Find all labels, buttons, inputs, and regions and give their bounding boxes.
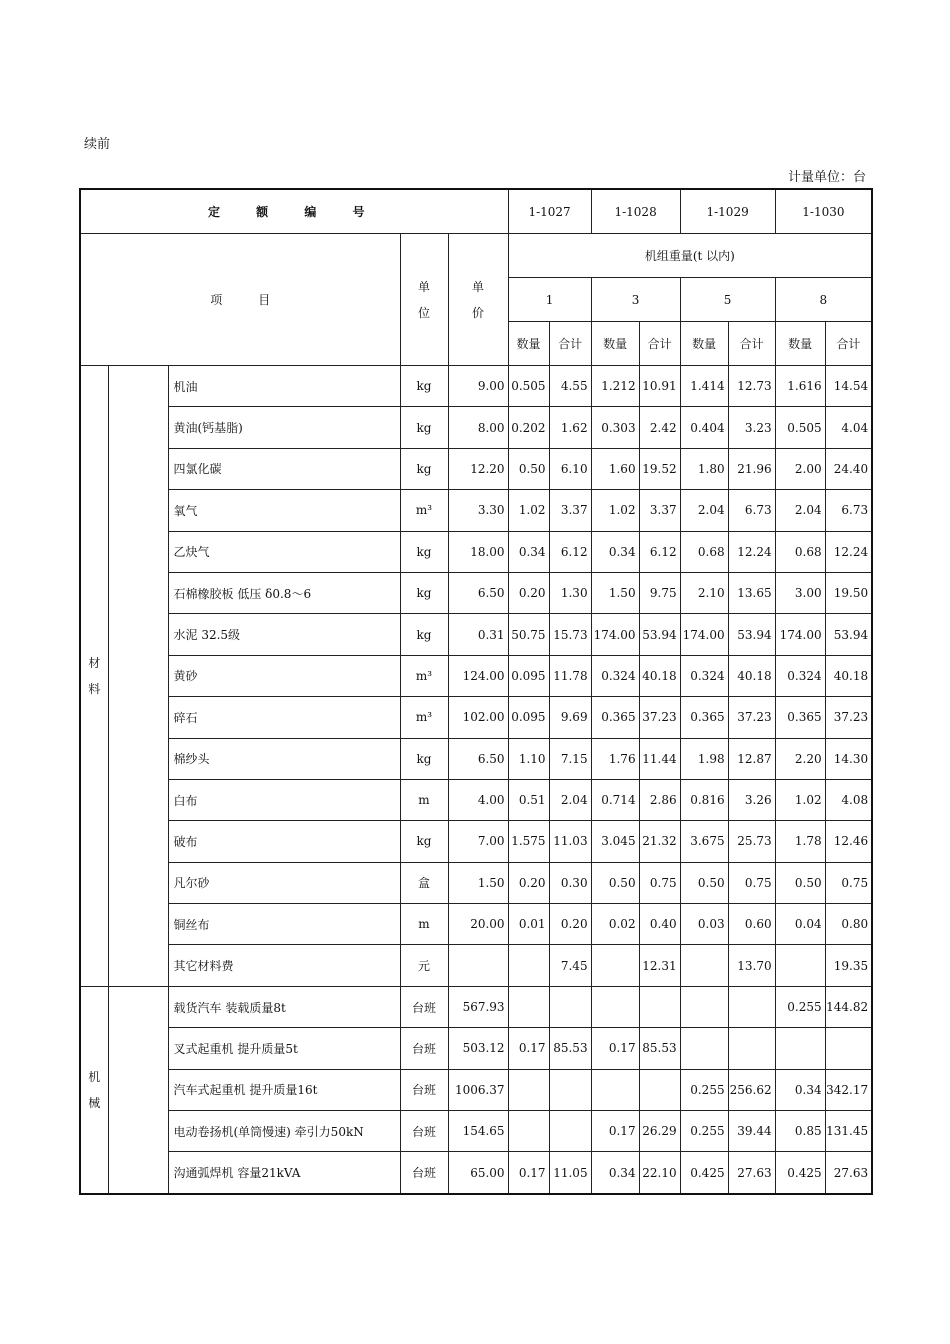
total-cell: 9.75 xyxy=(639,572,680,613)
total-cell: 6.12 xyxy=(639,531,680,572)
quantity-cell: 0.365 xyxy=(680,697,728,738)
price-header: 单 价 xyxy=(448,234,508,366)
item-unit: m xyxy=(400,779,448,820)
quantity-cell: 0.17 xyxy=(508,1028,549,1069)
item-unit: kg xyxy=(400,531,448,572)
quantity-cell: 0.03 xyxy=(680,904,728,945)
total-cell: 6.73 xyxy=(728,490,775,531)
item-name: 铜丝布 xyxy=(168,904,400,945)
item-name: 石棉橡胶板 低压 δ0.8～6 xyxy=(168,572,400,613)
total-cell: 10.91 xyxy=(639,366,680,407)
quantity-cell: 1.60 xyxy=(591,448,639,489)
quantity-cell: 0.20 xyxy=(508,572,549,613)
total-cell: 6.12 xyxy=(549,531,591,572)
item-unit: 元 xyxy=(400,945,448,986)
quantity-cell: 0.324 xyxy=(680,655,728,696)
item-unit: 盒 xyxy=(400,862,448,903)
total-cell: 0.40 xyxy=(639,904,680,945)
quantity-cell: 0.505 xyxy=(508,366,549,407)
item-unit: 台班 xyxy=(400,986,448,1027)
quantity-cell: 1.78 xyxy=(775,821,825,862)
item-price: 20.00 xyxy=(448,904,508,945)
quantity-cell: 0.095 xyxy=(508,697,549,738)
total-cell: 12.31 xyxy=(639,945,680,986)
item-name: 黄砂 xyxy=(168,655,400,696)
quantity-cell xyxy=(680,986,728,1027)
qty-header: 数量 xyxy=(775,322,825,366)
table-row xyxy=(80,490,872,531)
section-machinery: 机 械 xyxy=(80,986,108,1193)
table-row xyxy=(80,1152,872,1194)
total-cell: 12.24 xyxy=(825,531,872,572)
quantity-cell xyxy=(591,945,639,986)
section-spacer xyxy=(108,986,168,1193)
quantity-cell: 0.51 xyxy=(508,779,549,820)
item-price: 1006.37 xyxy=(448,1069,508,1110)
quantity-cell: 0.816 xyxy=(680,779,728,820)
quantity-cell: 0.20 xyxy=(508,862,549,903)
item-price: 9.00 xyxy=(448,366,508,407)
item-unit: kg xyxy=(400,407,448,448)
total-cell: 40.18 xyxy=(728,655,775,696)
total-cell: 0.80 xyxy=(825,904,872,945)
item-price: 1.50 xyxy=(448,862,508,903)
total-cell: 21.32 xyxy=(639,821,680,862)
total-header: 合计 xyxy=(639,322,680,366)
qty-header: 数量 xyxy=(680,322,728,366)
item-unit: kg xyxy=(400,821,448,862)
total-cell: 2.42 xyxy=(639,407,680,448)
total-cell xyxy=(549,1111,591,1152)
item-name: 乙炔气 xyxy=(168,531,400,572)
quantity-cell: 0.324 xyxy=(775,655,825,696)
total-cell: 144.82 xyxy=(825,986,872,1027)
item-price: 3.30 xyxy=(448,490,508,531)
item-name: 黄油(钙基脂) xyxy=(168,407,400,448)
quantity-cell xyxy=(680,1028,728,1069)
quantity-cell: 0.404 xyxy=(680,407,728,448)
unit-header: 单 位 xyxy=(400,234,448,366)
quantity-cell: 0.02 xyxy=(591,904,639,945)
quantity-cell xyxy=(680,945,728,986)
quantity-cell: 0.34 xyxy=(591,1152,639,1194)
total-cell: 0.75 xyxy=(639,862,680,903)
table-row xyxy=(80,821,872,862)
quantity-cell: 2.04 xyxy=(680,490,728,531)
section-materials: 材 料 xyxy=(80,366,108,987)
quantity-cell: 1.50 xyxy=(591,572,639,613)
total-cell: 342.17 xyxy=(825,1069,872,1110)
quantity-cell: 0.50 xyxy=(591,862,639,903)
quantity-cell xyxy=(775,1028,825,1069)
code-1027: 1-1027 xyxy=(508,189,591,234)
total-cell: 9.69 xyxy=(549,697,591,738)
quantity-cell: 50.75 xyxy=(508,614,549,655)
item-name: 机油 xyxy=(168,366,400,407)
quantity-cell: 0.365 xyxy=(591,697,639,738)
item-name: 凡尔砂 xyxy=(168,862,400,903)
table-row xyxy=(80,738,872,779)
total-cell: 27.63 xyxy=(728,1152,775,1194)
quantity-cell: 1.80 xyxy=(680,448,728,489)
quantity-cell: 174.00 xyxy=(775,614,825,655)
item-name: 水泥 32.5级 xyxy=(168,614,400,655)
quota-table xyxy=(79,188,873,1195)
quantity-cell: 0.095 xyxy=(508,655,549,696)
total-cell: 22.10 xyxy=(639,1152,680,1194)
total-cell: 11.78 xyxy=(549,655,591,696)
weight-3: 3 xyxy=(591,278,680,322)
quantity-cell: 3.00 xyxy=(775,572,825,613)
item-unit: m xyxy=(400,904,448,945)
total-cell: 0.60 xyxy=(728,904,775,945)
total-cell: 85.53 xyxy=(639,1028,680,1069)
item-unit: m³ xyxy=(400,655,448,696)
quantity-cell: 0.85 xyxy=(775,1111,825,1152)
code-1029: 1-1029 xyxy=(680,189,775,234)
quantity-cell: 0.17 xyxy=(508,1152,549,1194)
table-row xyxy=(80,655,872,696)
quantity-cell: 1.10 xyxy=(508,738,549,779)
total-cell: 7.15 xyxy=(549,738,591,779)
item-name: 棉纱头 xyxy=(168,738,400,779)
item-name: 叉式起重机 提升质量5t xyxy=(168,1028,400,1069)
quantity-cell: 0.324 xyxy=(591,655,639,696)
quantity-cell: 0.202 xyxy=(508,407,549,448)
total-cell: 19.52 xyxy=(639,448,680,489)
item-header: 项 目 xyxy=(80,234,400,366)
quantity-cell: 0.303 xyxy=(591,407,639,448)
table-row xyxy=(80,904,872,945)
item-price: 6.50 xyxy=(448,738,508,779)
item-unit: 台班 xyxy=(400,1152,448,1194)
total-cell: 3.37 xyxy=(549,490,591,531)
quantity-cell: 1.414 xyxy=(680,366,728,407)
total-cell: 85.53 xyxy=(549,1028,591,1069)
quantity-cell: 3.045 xyxy=(591,821,639,862)
total-cell: 53.94 xyxy=(639,614,680,655)
quantity-cell: 0.68 xyxy=(680,531,728,572)
total-cell: 3.26 xyxy=(728,779,775,820)
table-row xyxy=(80,572,872,613)
quantity-cell: 0.425 xyxy=(680,1152,728,1194)
weight-1: 1 xyxy=(508,278,591,322)
table-row xyxy=(80,779,872,820)
quantity-cell: 174.00 xyxy=(680,614,728,655)
total-cell: 0.75 xyxy=(825,862,872,903)
continued-label: 续前 xyxy=(84,137,111,152)
total-cell: 2.04 xyxy=(549,779,591,820)
total-cell: 11.44 xyxy=(639,738,680,779)
item-name: 氧气 xyxy=(168,490,400,531)
item-price: 18.00 xyxy=(448,531,508,572)
quantity-cell: 2.00 xyxy=(775,448,825,489)
item-price: 567.93 xyxy=(448,986,508,1027)
table-row xyxy=(80,945,872,986)
total-cell: 6.10 xyxy=(549,448,591,489)
total-cell: 1.30 xyxy=(549,572,591,613)
item-price: 124.00 xyxy=(448,655,508,696)
total-cell: 4.08 xyxy=(825,779,872,820)
total-cell: 12.46 xyxy=(825,821,872,862)
weight-8: 8 xyxy=(775,278,872,322)
quantity-cell: 2.10 xyxy=(680,572,728,613)
item-name: 碎石 xyxy=(168,697,400,738)
total-cell: 13.65 xyxy=(728,572,775,613)
total-cell: 19.35 xyxy=(825,945,872,986)
quantity-cell: 0.50 xyxy=(680,862,728,903)
total-cell: 40.18 xyxy=(639,655,680,696)
total-cell: 15.73 xyxy=(549,614,591,655)
quota-number-label: 定 额 编 号 xyxy=(208,205,381,219)
quantity-cell: 0.714 xyxy=(591,779,639,820)
quantity-cell: 0.255 xyxy=(680,1069,728,1110)
item-price: 6.50 xyxy=(448,572,508,613)
table-row xyxy=(80,1111,872,1152)
item-price: 503.12 xyxy=(448,1028,508,1069)
total-cell: 256.62 xyxy=(728,1069,775,1110)
section-spacer xyxy=(108,366,168,987)
item-unit: kg xyxy=(400,572,448,613)
item-price: 154.65 xyxy=(448,1111,508,1152)
quantity-cell: 0.50 xyxy=(508,448,549,489)
total-cell xyxy=(549,1069,591,1110)
unit-note: 计量单位：台 xyxy=(787,170,866,185)
total-cell xyxy=(639,1069,680,1110)
quantity-cell: 0.34 xyxy=(775,1069,825,1110)
total-cell: 1.62 xyxy=(549,407,591,448)
total-cell: 0.20 xyxy=(549,904,591,945)
total-cell xyxy=(639,986,680,1027)
item-unit: kg xyxy=(400,366,448,407)
total-cell: 24.40 xyxy=(825,448,872,489)
total-cell: 13.70 xyxy=(728,945,775,986)
total-cell: 3.23 xyxy=(728,407,775,448)
total-cell xyxy=(728,986,775,1027)
item-price: 102.00 xyxy=(448,697,508,738)
item-name: 其它材料费 xyxy=(168,945,400,986)
item-name: 破布 xyxy=(168,821,400,862)
total-cell: 39.44 xyxy=(728,1111,775,1152)
quantity-cell: 0.50 xyxy=(775,862,825,903)
weight-5: 5 xyxy=(680,278,775,322)
table-row xyxy=(80,986,872,1027)
quantity-cell: 1.575 xyxy=(508,821,549,862)
item-name: 电动卷扬机(单筒慢速) 牵引力50kN xyxy=(168,1111,400,1152)
total-cell: 12.87 xyxy=(728,738,775,779)
quantity-cell: 0.255 xyxy=(775,986,825,1027)
total-cell: 4.55 xyxy=(549,366,591,407)
quantity-cell: 174.00 xyxy=(591,614,639,655)
item-unit: kg xyxy=(400,614,448,655)
total-cell: 12.24 xyxy=(728,531,775,572)
quantity-cell: 1.212 xyxy=(591,366,639,407)
quantity-cell: 1.76 xyxy=(591,738,639,779)
quantity-cell xyxy=(508,945,549,986)
quantity-cell: 0.505 xyxy=(775,407,825,448)
quantity-cell: 2.04 xyxy=(775,490,825,531)
code-1030: 1-1030 xyxy=(775,189,872,234)
quantity-cell: 2.20 xyxy=(775,738,825,779)
item-name: 汽车式起重机 提升质量16t xyxy=(168,1069,400,1110)
total-cell: 14.54 xyxy=(825,366,872,407)
quantity-cell xyxy=(508,1069,549,1110)
item-price: 7.00 xyxy=(448,821,508,862)
total-cell: 37.23 xyxy=(639,697,680,738)
item-name: 载货汽车 装载质量8t xyxy=(168,986,400,1027)
quantity-cell: 0.17 xyxy=(591,1111,639,1152)
quantity-cell xyxy=(508,1111,549,1152)
total-cell: 0.75 xyxy=(728,862,775,903)
group-weight-header: 机组重量(t 以内) xyxy=(508,234,872,278)
total-cell: 37.23 xyxy=(728,697,775,738)
item-unit: kg xyxy=(400,738,448,779)
total-cell: 21.96 xyxy=(728,448,775,489)
quantity-cell: 0.68 xyxy=(775,531,825,572)
table-row xyxy=(80,862,872,903)
table-row xyxy=(80,448,872,489)
qty-header: 数量 xyxy=(591,322,639,366)
total-cell: 11.03 xyxy=(549,821,591,862)
total-cell: 53.94 xyxy=(825,614,872,655)
quantity-cell: 1.02 xyxy=(591,490,639,531)
total-cell: 7.45 xyxy=(549,945,591,986)
total-cell: 25.73 xyxy=(728,821,775,862)
quantity-cell: 0.01 xyxy=(508,904,549,945)
item-unit: kg xyxy=(400,448,448,489)
total-cell xyxy=(728,1028,775,1069)
quantity-cell: 1.616 xyxy=(775,366,825,407)
item-price: 4.00 xyxy=(448,779,508,820)
item-unit: m³ xyxy=(400,697,448,738)
item-name: 四氯化碳 xyxy=(168,448,400,489)
total-cell xyxy=(825,1028,872,1069)
item-unit: 台班 xyxy=(400,1111,448,1152)
total-cell: 6.73 xyxy=(825,490,872,531)
total-cell: 12.73 xyxy=(728,366,775,407)
total-cell: 131.45 xyxy=(825,1111,872,1152)
quantity-cell: 1.98 xyxy=(680,738,728,779)
quantity-cell xyxy=(591,1069,639,1110)
quantity-cell: 0.04 xyxy=(775,904,825,945)
item-price: 0.31 xyxy=(448,614,508,655)
item-unit: m³ xyxy=(400,490,448,531)
quantity-cell: 1.02 xyxy=(775,779,825,820)
total-header: 合计 xyxy=(825,322,872,366)
total-header: 合计 xyxy=(549,322,591,366)
item-name: 沟通弧焊机 容量21kVA xyxy=(168,1152,400,1194)
table-row xyxy=(80,614,872,655)
total-cell: 14.30 xyxy=(825,738,872,779)
qty-header: 数量 xyxy=(508,322,549,366)
quantity-cell xyxy=(508,986,549,1027)
total-cell: 37.23 xyxy=(825,697,872,738)
table-row xyxy=(80,366,872,407)
quantity-cell: 0.365 xyxy=(775,697,825,738)
total-cell: 53.94 xyxy=(728,614,775,655)
item-price xyxy=(448,945,508,986)
total-header: 合计 xyxy=(728,322,775,366)
total-cell: 3.37 xyxy=(639,490,680,531)
quantity-cell: 0.34 xyxy=(591,531,639,572)
total-cell: 26.29 xyxy=(639,1111,680,1152)
quantity-cell xyxy=(591,986,639,1027)
item-price: 8.00 xyxy=(448,407,508,448)
item-unit: 台班 xyxy=(400,1028,448,1069)
table-row xyxy=(80,697,872,738)
code-1028: 1-1028 xyxy=(591,189,680,234)
total-cell: 4.04 xyxy=(825,407,872,448)
total-cell: 40.18 xyxy=(825,655,872,696)
quantity-cell: 0.255 xyxy=(680,1111,728,1152)
quantity-cell: 0.17 xyxy=(591,1028,639,1069)
table-row xyxy=(80,1028,872,1069)
total-cell: 19.50 xyxy=(825,572,872,613)
item-unit: 台班 xyxy=(400,1069,448,1110)
table-row xyxy=(80,407,872,448)
item-price: 12.20 xyxy=(448,448,508,489)
total-cell: 27.63 xyxy=(825,1152,872,1194)
total-cell: 2.86 xyxy=(639,779,680,820)
table-row xyxy=(80,531,872,572)
item-name: 白布 xyxy=(168,779,400,820)
quantity-cell: 0.425 xyxy=(775,1152,825,1194)
quantity-cell: 3.675 xyxy=(680,821,728,862)
table-row xyxy=(80,1069,872,1110)
quantity-cell: 0.34 xyxy=(508,531,549,572)
item-price: 65.00 xyxy=(448,1152,508,1194)
quantity-cell xyxy=(775,945,825,986)
total-cell: 0.30 xyxy=(549,862,591,903)
total-cell xyxy=(549,986,591,1027)
quantity-cell: 1.02 xyxy=(508,490,549,531)
total-cell: 11.05 xyxy=(549,1152,591,1194)
